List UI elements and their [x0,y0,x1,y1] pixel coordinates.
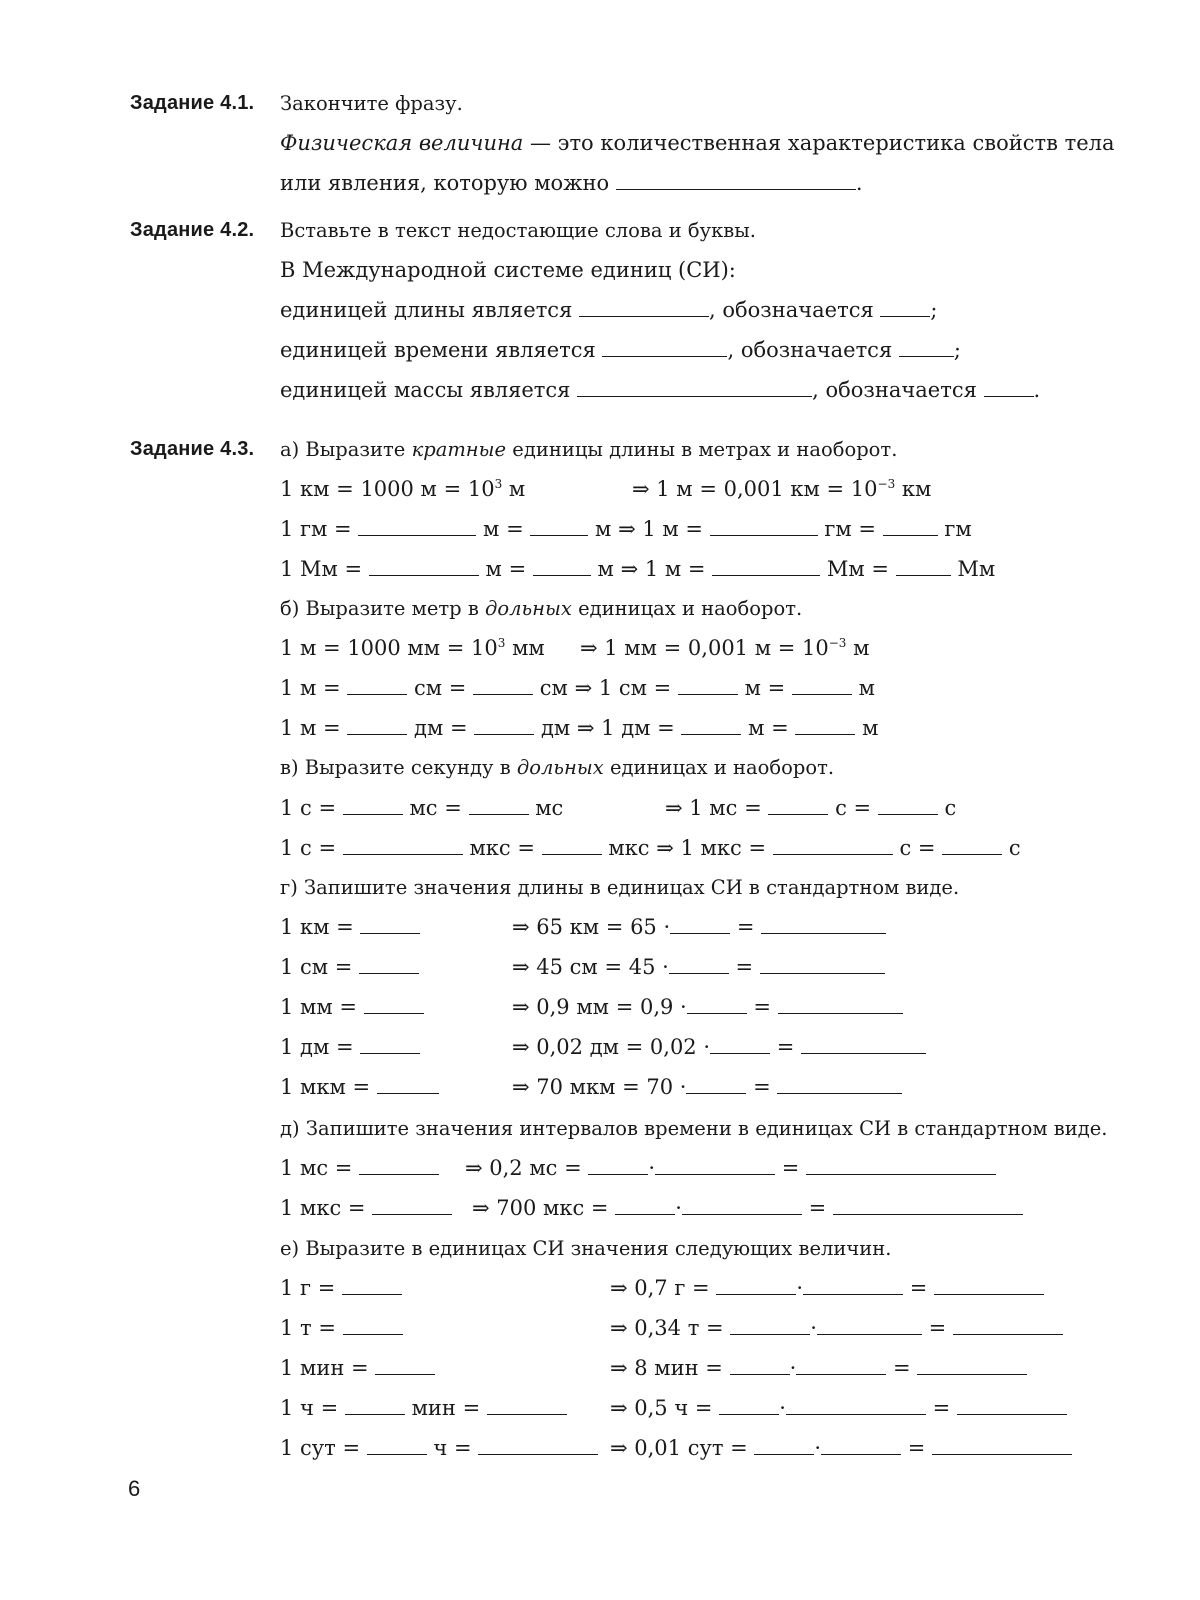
answer-blank[interactable] [530,517,588,536]
answer-blank[interactable] [730,1316,810,1335]
answer-blank[interactable] [833,1196,1023,1215]
workbook-page: Задание 4.1. Закончите фразу. Физическая величина — это количественная характеристика свойств тела или явления, которую можно . Задание 4.2. Вставьте в текст недостающие слова и буквы. В Международной системе единиц (СИ): единицей длины является , обозначается ; единицей времени является , обозначается ; единицей массы является , обозначается . Задание 4.3. а) Выразите кратные единицы длины в метрах и наоборот. 1 км = 1000 $м = 10^3$ м ⇒ 1 м = 0,001 км = $10^{-3}$ км 1 гм = м = м ⇒ 1 м = гм = гм 1 Мм = м = м ⇒ 1 м = Мм = Мм б) Выразите метр в дольных единицах и наоборот. 1 м = 1000 мм = $10^3$ мм ⇒ 1 мм = 0,001 $м = 10^{-3}$ м 1 м = см = см ⇒ 1 см = м = м 1 м = дм = дм ⇒ 1 дм = м = м в) Выразите секунду в дольных единицах и наоборот. 1 с = мс = мс ⇒ 1 мс = с = с 1 с = мкс = мкс ⇒ 1 мкс = с = с г) Запишите значения длины в единицах СИ в стандартном виде. 1 км = ⇒ 65 км = 65 · = 1 см = ⇒ 45 см = 45 · = 1 мм = ⇒ 0,9 мм = 0,9 · = 1 дм = ⇒ 0,02 дм = 0,02 · = 1 мкм = ⇒ 70 мкм = 70 · = д) Запишите значения интервалов времени в единицах СИ в стандартном виде. 1 мс = ⇒ 0,2 мс = · = 1 мкс = ⇒ 700 мкс = · = е) Выразите в единицах СИ значения следующих величин. 1 г = ⇒ 0,7 г = · = 1 т = ⇒ 0,34 т = · = 1 мин = ⇒ 8 мин = · = 1 ч = мин = ⇒ 0,5 ч = · = 1 сут = ч = ⇒ 0,01 сут = · = 6 [128,92,1115,1501]
answer-blank[interactable] [917,1356,1027,1375]
answer-blank[interactable] [712,557,820,576]
answer-blank[interactable] [719,1396,779,1415]
answer-blank[interactable] [682,1196,802,1215]
answer-blank[interactable] [773,836,893,855]
part-b-title: б) Выразите метр в дольных единицах и наоборот. [280,597,803,620]
answer-blank[interactable] [984,378,1034,397]
part-a-row-Mm: 1 Мм = м = м ⇒ 1 м = Мм = Мм [280,557,996,581]
answer-blank[interactable] [533,557,591,576]
task-4-2-label: Задание 4.2. [130,219,255,241]
answer-blank[interactable] [345,1396,405,1415]
answer-blank[interactable] [821,1436,901,1455]
answer-blank[interactable] [953,1316,1063,1335]
answer-blank[interactable] [754,1436,814,1455]
answer-blank[interactable] [542,836,602,855]
answer-blank[interactable] [616,171,856,190]
answer-blank[interactable] [878,796,938,815]
answer-blank[interactable] [343,1316,403,1335]
answer-blank[interactable] [792,676,852,695]
answer-blank[interactable] [375,1356,435,1375]
part-b-row-cm: 1 м = см = см ⇒ 1 см = м = м [280,676,875,700]
answer-blank[interactable] [358,517,476,536]
page-number: 6 [128,1476,141,1501]
part-a-title: а) Выразите кратные единицы длины в метрах и наоборот. [280,438,898,461]
answer-blank[interactable] [367,1436,427,1455]
answer-blank[interactable] [681,716,741,735]
part-b-row-dm: 1 м = дм = дм ⇒ 1 дм = м = м [280,716,879,740]
answer-blank[interactable] [934,1276,1044,1295]
si-length-row: единицей длины является , обозначается ; [280,298,938,322]
answer-blank[interactable] [880,298,930,317]
answer-blank[interactable] [716,1276,796,1295]
task-4-1-sentence: Физическая величина — это количественная характеристика свойств тела [280,131,1115,155]
answer-blank[interactable] [342,1276,402,1295]
answer-blank[interactable] [347,716,407,735]
answer-blank[interactable] [487,1396,567,1415]
answer-blank[interactable] [801,1035,926,1054]
task-4-1-instruction: Закончите фразу. [280,92,463,115]
part-v-title: в) Выразите секунду в дольных единицах и наоборот. [280,756,835,779]
answer-blank[interactable] [577,378,812,397]
answer-blank[interactable] [669,955,729,974]
answer-blank[interactable] [615,1196,675,1215]
answer-blank[interactable] [710,517,818,536]
answer-blank[interactable] [359,1156,439,1175]
answer-blank[interactable] [655,1156,775,1175]
answer-blank[interactable] [896,557,951,576]
answer-blank[interactable] [602,338,727,357]
part-a-row-hm: 1 гм = м = м ⇒ 1 м = гм = гм [280,517,972,541]
answer-blank[interactable] [760,955,885,974]
answer-blank[interactable] [883,517,938,536]
part-d-title: д) Запишите значения интервалов времени в единицах СИ в стандартном виде. [280,1117,1108,1140]
answer-blank[interactable] [469,796,529,815]
answer-blank[interactable] [579,298,709,317]
term-physical-quantity: Физическая величина [280,131,524,155]
answer-blank[interactable] [806,1156,996,1175]
answer-blank[interactable] [786,1396,926,1415]
answer-blank[interactable] [372,1196,452,1215]
task-4-1-label: Задание 4.1. [130,92,255,114]
answer-blank[interactable] [957,1396,1067,1415]
answer-blank[interactable] [364,995,424,1014]
answer-blank[interactable] [588,1156,648,1175]
answer-blank[interactable] [343,836,463,855]
si-time-row: единицей времени является , обозначается ; [280,338,961,362]
answer-blank[interactable] [369,557,479,576]
answer-blank[interactable] [474,716,534,735]
si-mass-row: единицей массы является , обозначается . [280,378,1041,402]
answer-blank[interactable] [377,1075,439,1094]
task-4-1-sentence-end: или явления, которую можно . [280,171,863,195]
answer-blank[interactable] [730,1356,790,1375]
answer-blank[interactable] [670,915,730,934]
answer-blank[interactable] [473,676,533,695]
answer-blank[interactable] [360,915,420,934]
answer-blank[interactable] [942,836,1002,855]
si-intro: В Международной системе единиц (СИ): [280,258,736,282]
answer-blank[interactable] [360,1035,420,1054]
part-v-row-mks: 1 с = мкс = мкс ⇒ 1 мкс = с = с [280,836,1021,860]
answer-blank[interactable] [796,1356,886,1375]
answer-blank[interactable] [347,676,407,695]
answer-blank[interactable] [710,1035,770,1054]
answer-blank[interactable] [678,676,738,695]
answer-blank[interactable] [761,915,886,934]
answer-blank[interactable] [778,995,903,1014]
answer-blank[interactable] [768,796,828,815]
answer-blank[interactable] [343,796,403,815]
task-4-3-label: Задание 4.3. [130,438,255,460]
part-e-title: е) Выразите в единицах СИ значения следующих величин. [280,1237,892,1260]
answer-blank[interactable] [687,995,747,1014]
part-g-title: г) Запишите значения длины в единицах СИ в стандартном виде. [280,876,960,899]
answer-blank[interactable] [899,338,954,357]
answer-blank[interactable] [359,955,419,974]
answer-blank[interactable] [686,1075,746,1094]
answer-blank[interactable] [817,1316,922,1335]
answer-blank[interactable] [795,716,855,735]
answer-blank[interactable] [478,1436,598,1455]
task-4-2-instruction: Вставьте в текст недостающие слова и буквы. [280,219,756,242]
answer-blank[interactable] [803,1276,903,1295]
answer-blank[interactable] [932,1436,1072,1455]
answer-blank[interactable] [777,1075,902,1094]
